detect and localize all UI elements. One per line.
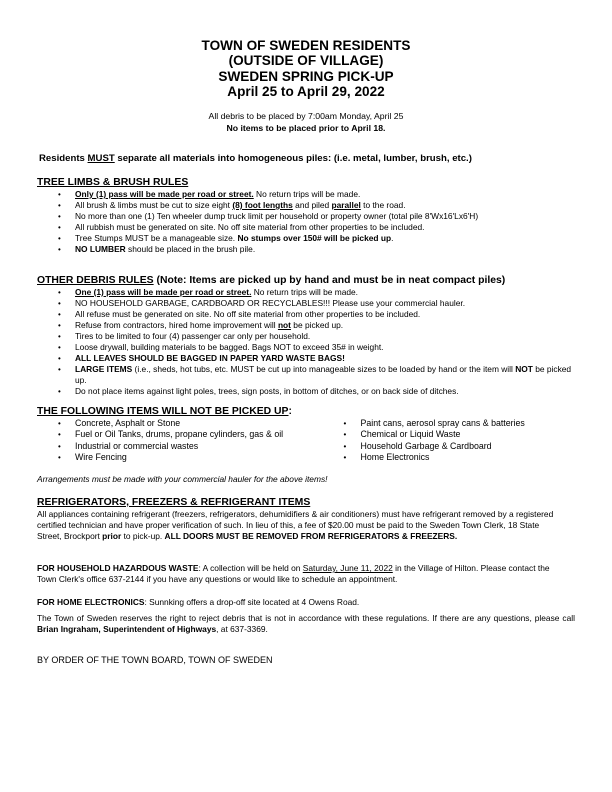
text-segment: separate all materials into homogeneous piles: (i.e. metal, lumber, brush, etc.) <box>114 153 472 164</box>
text-segment: No return trips will be made. <box>253 189 361 199</box>
not-picked-heading-line <box>37 406 575 418</box>
heading-colon: : <box>288 406 292 417</box>
hazardous-waste-paragraph <box>37 563 552 585</box>
rule-item <box>37 364 575 386</box>
text-segment: LARGE ITEMS <box>75 364 133 374</box>
text-segment: All appliances containing refrigerant (freezers, refrigerators, dehumidifiers & air conditioners) must have refrigerant removed by a registered certified technician and have proper verification of such. In lieu of this, a fee of $20.00 must be paid to the Sweden Town Clerk, 18 State Street, Brockport <box>37 509 554 542</box>
not-picked-right-list <box>323 418 575 464</box>
text-segment: All refuse must be generated on site. No off site material from other properties to be included. <box>75 309 421 319</box>
other-rules-section <box>37 275 575 397</box>
rule-item <box>37 222 575 233</box>
text-segment: Tree Stumps MUST be a manageable size. <box>75 233 238 243</box>
excluded-item: • Paint cans, aerosol spray cans & batteries <box>323 418 575 429</box>
text-segment: prior <box>102 531 122 542</box>
text-segment: Only (1) pass will be made per road or street. <box>75 189 254 199</box>
excluded-item: • Concrete, Asphalt or Stone <box>37 418 323 429</box>
excluded-item: • Chemical or Liquid Waste <box>323 429 575 440</box>
excluded-item: • Fuel or Oil Tanks, drums, propane cylinders, gas & oil <box>37 429 323 440</box>
tree-rules-heading: TREE LIMBS & BRUSH RULES <box>37 177 189 188</box>
text-segment: be picked up. <box>75 364 572 385</box>
rule-item <box>37 244 575 255</box>
text-segment: Loose drywall, building materials to be bagged. Bags NOT to exceed 35# in weight. <box>75 342 384 352</box>
other-rules-list <box>37 287 575 397</box>
rule-item <box>37 298 575 309</box>
text-segment: to the road. <box>360 200 406 210</box>
text-segment: to pick-up. <box>121 531 165 542</box>
tree-rules-section <box>37 177 575 255</box>
tree-rules-list <box>37 189 575 255</box>
placement-note: All debris to be placed by 7:00am Monday, April 25 <box>208 111 404 121</box>
text-segment: All brush & limbs must be cut to size eight <box>75 200 233 210</box>
arrangements-note: Arrangements must be made with your commercial hauler for the above items! <box>37 474 328 484</box>
rule-item <box>37 287 575 298</box>
text-segment: ALL DOORS MUST BE REMOVED FROM REFRIGERATORS & FREEZERS. <box>164 531 458 542</box>
other-rules-note: (Note: Items are picked up by hand and must be in neat compact piles) <box>153 275 506 286</box>
signoff: BY ORDER OF THE TOWN BOARD, TOWN OF SWEDEN <box>37 655 273 665</box>
refrigerator-heading: REFRIGERATORS, FREEZERS & REFRIGERANT ITEMS <box>37 497 311 508</box>
text-segment: ALL LEAVES SHOULD BE BAGGED IN PAPER YARD WASTE BAGS! <box>75 353 345 363</box>
text-segment: (i.e., sheds, hot tubs, etc. MUST be cut up into manageable sizes to be loaded by hand or the item will <box>132 364 516 374</box>
not-picked-heading: THE FOLLOWING ITEMS WILL NOT BE PICKED UP <box>37 406 289 417</box>
text-segment: One (1) pass will be made per road or street. <box>75 287 252 297</box>
text-segment: No return trips will be made. <box>251 287 358 297</box>
text-segment: : A collection will be held on <box>198 563 303 573</box>
excluded-item: • Wire Fencing <box>37 452 323 463</box>
reserve-rights-paragraph <box>37 613 575 635</box>
excluded-item: • Industrial or commercial wastes <box>37 441 323 452</box>
text-segment: Saturday, June 11, 2022 <box>302 563 393 573</box>
excluded-item: • Household Garbage & Cardboard <box>323 441 575 452</box>
rule-item <box>37 211 575 222</box>
text-segment: . <box>391 233 394 243</box>
title-line: (OUTSIDE OF VILLAGE) <box>228 53 384 69</box>
text-segment: No stumps over 150# will be picked up <box>237 233 392 243</box>
rule-item <box>37 386 575 397</box>
title-dates: April 25 to April 29, 2022 <box>227 83 385 99</box>
title-line: TOWN OF SWEDEN RESIDENTS <box>201 38 411 53</box>
residents-line <box>39 153 575 165</box>
text-segment: NO LUMBER <box>75 244 126 254</box>
rule-item <box>37 342 575 353</box>
not-picked-columns <box>37 418 575 464</box>
rule-item <box>37 331 575 342</box>
refrigerator-section <box>37 497 575 543</box>
text-segment: Tires to be limited to four (4) passenger car only per household. <box>75 331 311 341</box>
text-segment: FOR HOUSEHOLD HAZARDOUS WASTE <box>37 563 199 573</box>
text-segment: NOT <box>515 364 533 374</box>
text-segment: parallel <box>331 200 361 210</box>
not-picked-section <box>37 406 575 464</box>
text-segment: in the Village of Hilton. Please contact the Town Clerk's office 637-2144 if you have any questions or would like to schedule an appointment. <box>37 563 550 585</box>
rule-item <box>37 320 575 331</box>
text-segment: not <box>277 320 291 330</box>
text-segment: Brian Ingraham, Superintendent of Highways <box>37 624 217 635</box>
text-segment: , at 637-3369. <box>216 624 268 635</box>
text-segment: : Sunnking offers a drop-off site located at 4 Owens Road. <box>144 597 360 607</box>
text-segment: No more than one (1) Ten wheeler dump truck limit per household or property owner (total pile 8'Wx16'Lx6'H) <box>75 211 479 221</box>
no-items-note: No items to be placed prior to April 18. <box>226 123 386 133</box>
text-segment: MUST <box>87 153 115 164</box>
text-segment: Residents <box>39 153 88 164</box>
rule-item <box>37 200 575 211</box>
rule-item <box>37 353 575 364</box>
text-segment: NO HOUSEHOLD GARBAGE, CARDBOARD OR RECYCLABLES!!! Please use your commercial hauler. <box>75 298 466 308</box>
text-segment: be picked up. <box>290 320 344 330</box>
other-rules-heading: OTHER DEBRIS RULES <box>37 275 154 286</box>
rule-item <box>37 309 575 320</box>
rule-item <box>37 233 575 244</box>
text-segment: (8) foot lengths <box>232 200 293 210</box>
title-line: SWEDEN SPRING PICK-UP <box>218 68 394 84</box>
electronics-paragraph <box>37 597 575 608</box>
text-segment: All rubbish must be generated on site. No off site material from other properties to be included. <box>75 222 425 232</box>
text-segment: should be placed in the brush pile. <box>125 244 256 254</box>
not-picked-left-list <box>37 418 323 464</box>
document-title <box>0 38 612 99</box>
other-rules-heading-line <box>37 275 575 287</box>
text-segment: and piled <box>292 200 332 210</box>
refrigerator-paragraph <box>37 509 575 543</box>
text-segment: Refuse from contractors, hired home improvement will <box>75 320 278 330</box>
text-segment: The Town of Sweden reserves the right to reject debris that is not in accordance with these regulations. If there are any questions, please call <box>37 613 575 623</box>
rule-item <box>37 189 575 200</box>
text-segment: FOR HOME ELECTRONICS <box>37 597 145 607</box>
text-segment: Do not place items against light poles, trees, sign posts, in bottom of ditches, or on back side of ditches. <box>75 386 459 396</box>
excluded-item: • Home Electronics <box>323 452 575 463</box>
